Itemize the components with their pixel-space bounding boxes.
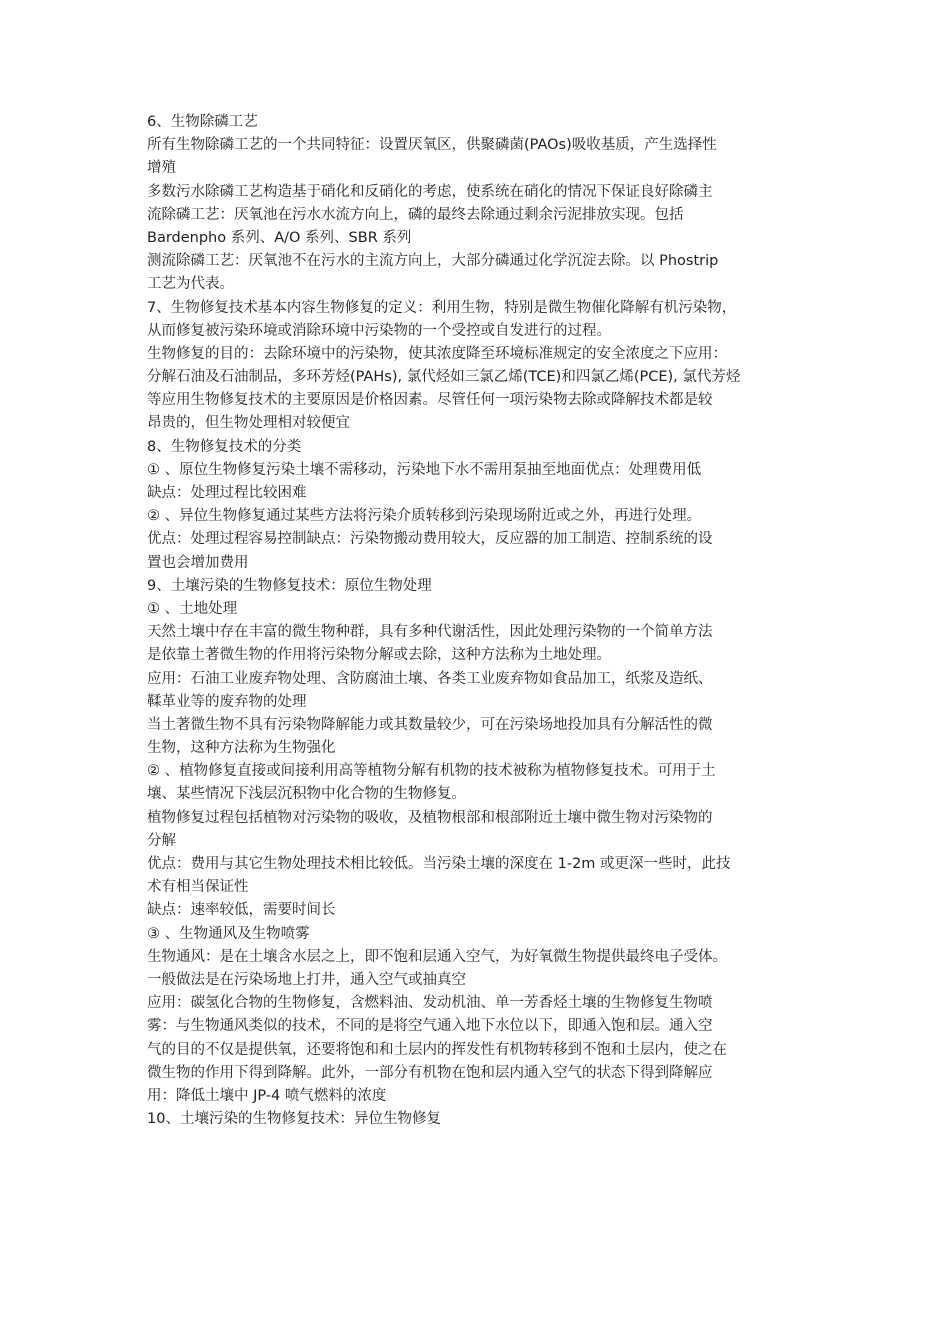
list-item-1: ① 、原位生物修复污染土壤不需移动，污染地下水不需用泵抽至地面优点：处理费用低 [147,461,702,478]
paragraph-line: 测流除磷工艺：厌氧池不在污水的主流方向上，大部分磷通过化学沉淀去除。以 Phostrip [147,253,719,270]
paragraph-line: 应用：碳氢化合物的生物修复，含燃料油、发动机油、单一芳香烃土壤的生物修复生物喷 [147,995,713,1012]
paragraph-line: 雾：与生物通风类似的技术，不同的是将空气通入地下水位以下，即通入饱和层。通入空 [147,1018,713,1035]
paragraph-line: 增殖 [147,160,176,177]
paragraph-line: 置也会增加费用 [147,554,249,571]
paragraph-line: 用：降低土壤中 JP-4 喷气燃料的浓度 [147,1087,387,1104]
paragraph-line: 生物通风：是在土壤含水层之上，即不饱和层通入空气，为好氧微生物提供最终电子受体。 [147,948,727,965]
paragraph-line: 所有生物除磷工艺的一个共同特征：设置厌氧区，供聚磷菌(PAOs)吸收基质，产生选择性 [147,137,717,154]
paragraph-line: 工艺为代表。 [147,276,234,293]
paragraph-line: 天然土壤中存在丰富的微生物种群，具有多种代谢活性，因此处理污染物的一个简单方法 [147,624,713,641]
heading-8: 8、生物修复技术的分类 [147,438,302,455]
heading-10: 10、土壤污染的生物修复技术：异位生物修复 [147,1111,441,1128]
paragraph-line: 鞣革业等的废弃物的处理 [147,693,307,710]
paragraph-line: 多数污水除磷工艺构造基于硝化和反硝化的考虑，使系统在硝化的情况下保证良好除磷主 [147,183,713,200]
paragraph-line: 术有相当保证性 [147,879,249,896]
paragraph-line: 壤、某些情况下浅层沉积物中化合物的生物修复。 [147,786,466,803]
paragraph-line: Bardenpho 系列、A/O 系列、SBR 系列 [147,229,412,246]
paragraph-line: 等应用生物修复技术的主要原因是价格因素。尽管任何一项污染物去除或降解技术都是较 [147,392,713,409]
paragraph-line: 缺点：速率较低，需要时间长 [147,902,336,919]
paragraph-line: 气的目的不仅是提供氧，还要将饱和和土层内的挥发性有机物转移到不饱和土层内，使之在 [147,1041,727,1058]
paragraph-line: 是依靠土著微生物的作用将污染物分解或去除，这种方法称为土地处理。 [147,647,611,664]
list-item-2: ② 、异位生物修复通过某些方法将污染介质转移到污染现场附近或之外，再进行处理。 [147,508,702,525]
paragraph-line: 流除磷工艺：厌氧池在污水水流方向上，磷的最终去除通过剩余污泥排放实现。包括 [147,206,684,223]
heading-6: 6、生物除磷工艺 [147,114,258,130]
heading-7: 7、生物修复技术基本内容生物修复的定义：利用生物，特别是微生物催化降解有机污染物， [147,299,737,316]
paragraph-line: 应用：石油工业废弃物处理、含防腐油土壤、各类工业废弃物如食品加工，纸浆及造纸、 [147,670,713,687]
list-item-2: ② 、植物修复直接或间接利用高等植物分解有机物的技术被称为植物修复技术。可用于土 [147,763,716,780]
paragraph-line: 当土著微生物不具有污染物降解能力或其数量较少，可在污染场地投加具有分解活性的微 [147,716,713,733]
paragraph-line: 缺点：处理过程比较困难 [147,485,307,501]
paragraph-line: 分解石油及石油制品，多环芳烃(PAHs), 氯代烃如三氯乙烯(TCE)和四氯乙烯(PCE), 氯代芳烃 [147,369,741,386]
document-body [147,111,815,1131]
paragraph-line: 昂贵的，但生物处理相对较便宜 [147,415,350,432]
list-item-1: ① 、土地处理 [147,600,238,617]
paragraph-line: 一般做法是在污染场地上打井，通入空气或抽真空 [147,971,466,988]
heading-9: 9、土壤污染的生物修复技术：原位生物处理 [147,577,432,594]
paragraph-line: 从而修复被污染环境或消除环境中污染物的一个受控或自发进行的过程。 [147,322,611,339]
paragraph-line: 微生物的作用下得到降解。此外，一部分有机物在饱和层内通入空气的状态下得到降解应 [147,1064,713,1081]
paragraph-line: 优点：处理过程容易控制缺点：污染物搬动费用较大，反应器的加工制造、控制系统的设 [147,531,713,548]
paragraph-line: 优点：费用与其它生物处理技术相比较低。当污染土壤的深度在 1-2m 或更深一些时，此技 [147,856,731,872]
paragraph-line: 分解 [147,832,176,849]
paragraph-line: 植物修复过程包括植物对污染物的吸收，及植物根部和根部附近土壤中微生物对污染物的 [147,809,713,826]
list-item-3: ③ 、生物通风及生物喷雾 [147,925,310,942]
paragraph-line: 生物修复的目的：去除环境中的污染物，使其浓度降至环境标准规定的安全浓度之下应用： [147,345,727,362]
paragraph-line: 生物，这种方法称为生物强化 [147,740,336,757]
